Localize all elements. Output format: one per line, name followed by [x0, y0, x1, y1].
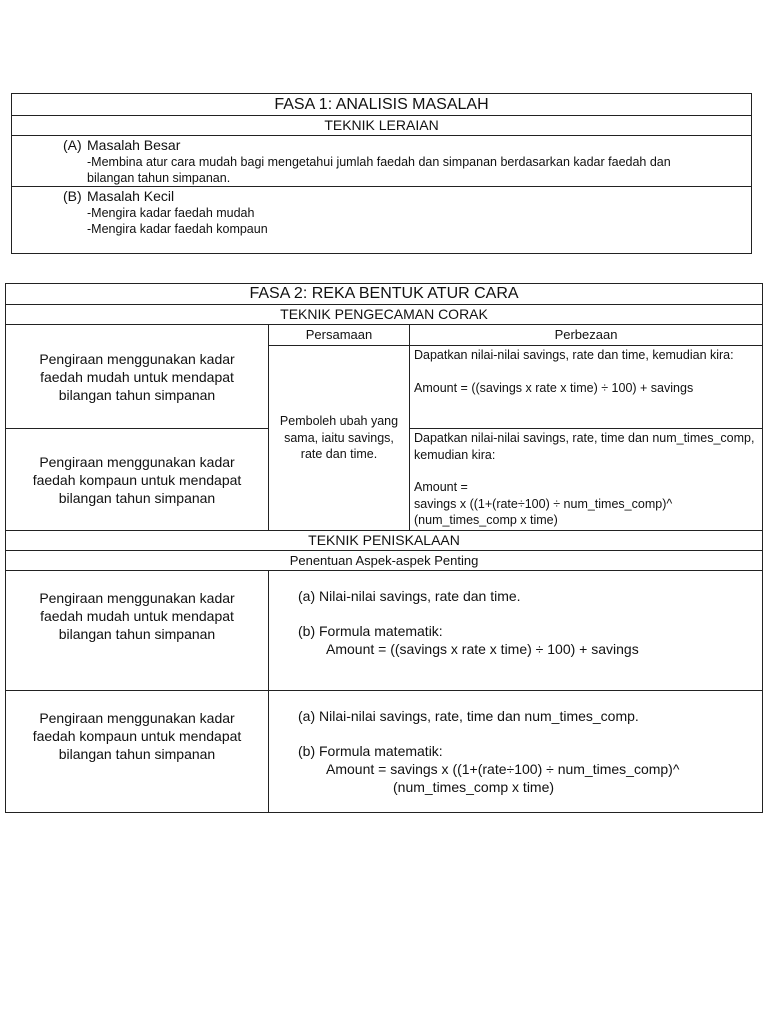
row1-a: (a) Nilai-nilai savings, rate dan time. [298, 588, 521, 604]
perbezaan-row2 [410, 429, 763, 531]
diff2-line1: Dapatkan nilai-nilai savings, rate, time dan num_times_comp, kemudian kira: [414, 431, 755, 462]
teknik-leraian-heading: TEKNIK LERAIAN [12, 116, 752, 136]
peniskalaan-row1 [269, 571, 763, 691]
diff2-line3: savings x ((1+(rate÷100) ÷ num_times_comp)^ [414, 496, 673, 511]
section-b-line1: -Mengira kadar faedah mudah [87, 206, 255, 220]
section-b-line2: -Mengira kadar faedah kompaun [87, 222, 268, 236]
fasa1-table [11, 93, 752, 254]
section-b-cell [12, 187, 752, 254]
peniskalaan-row1-label: Pengiraan menggunakan kadar faedah mudah untuk mendapat bilangan tahun simpanan [6, 571, 269, 691]
row2-b: (b) Formula matematik: [298, 743, 443, 759]
row2-a: (a) Nilai-nilai savings, rate, time dan num_times_comp. [298, 708, 639, 724]
peniskalaan-subheading: Penentuan Aspek-aspek Penting [6, 551, 763, 571]
fasa1-title: FASA 1: ANALISIS MASALAH [12, 94, 752, 116]
peniskalaan-row2 [269, 691, 763, 813]
section-a-line1: -Membina atur cara mudah bagi mengetahui jumlah faedah dan simpanan berdasarkan kadar faedah dan [87, 155, 671, 169]
section-a-line2: bilangan tahun simpanan. [87, 171, 231, 185]
row1-b: (b) Formula matematik: [298, 623, 443, 639]
diff2-line4: (num_times_comp x time) [414, 513, 558, 527]
pengecaman-row2-label: Pengiraan menggunakan kadar faedah kompaun untuk mendapat bilangan tahun simpanan [6, 429, 269, 531]
diff1-line1: Dapatkan nilai-nilai savings, rate dan time, kemudian kira: [414, 348, 734, 362]
row2-formula2: (num_times_comp x time) [393, 779, 555, 795]
section-a-title: Masalah Besar [87, 137, 181, 153]
section-b-title: Masalah Kecil [87, 188, 175, 204]
pengecaman-row1-label: Pengiraan menggunakan kadar faedah mudah untuk mendapat bilangan tahun simpanan [6, 325, 269, 429]
diff2-line2: Amount = [414, 480, 468, 494]
row2-formula1: Amount = savings x ((1+(rate÷100) ÷ num_times_comp)^ [326, 761, 680, 777]
section-a-label: (A) [63, 137, 82, 153]
row1-formula: Amount = ((savings x rate x time) ÷ 100) + savings [326, 641, 639, 657]
section-a-cell [12, 136, 752, 187]
perbezaan-row1 [410, 346, 763, 429]
persamaan-text: Pemboleh ubah yang sama, iaitu savings, rate dan time. [269, 346, 410, 531]
peniskalaan-row2-label: Pengiraan menggunakan kadar faedah kompaun untuk mendapat bilangan tahun simpanan [6, 691, 269, 813]
peniskalaan-heading: TEKNIK PENISKALAAN [6, 531, 763, 551]
section-b-label: (B) [63, 188, 82, 204]
col-persamaan: Persamaan [269, 325, 410, 346]
fasa2-title: FASA 2: REKA BENTUK ATUR CARA [6, 284, 763, 305]
col-perbezaan: Perbezaan [410, 325, 763, 346]
diff1-line2: Amount = ((savings x rate x time) ÷ 100) + savings [414, 380, 694, 395]
fasa2-table [5, 283, 763, 813]
pengecaman-heading: TEKNIK PENGECAMAN CORAK [6, 305, 763, 325]
